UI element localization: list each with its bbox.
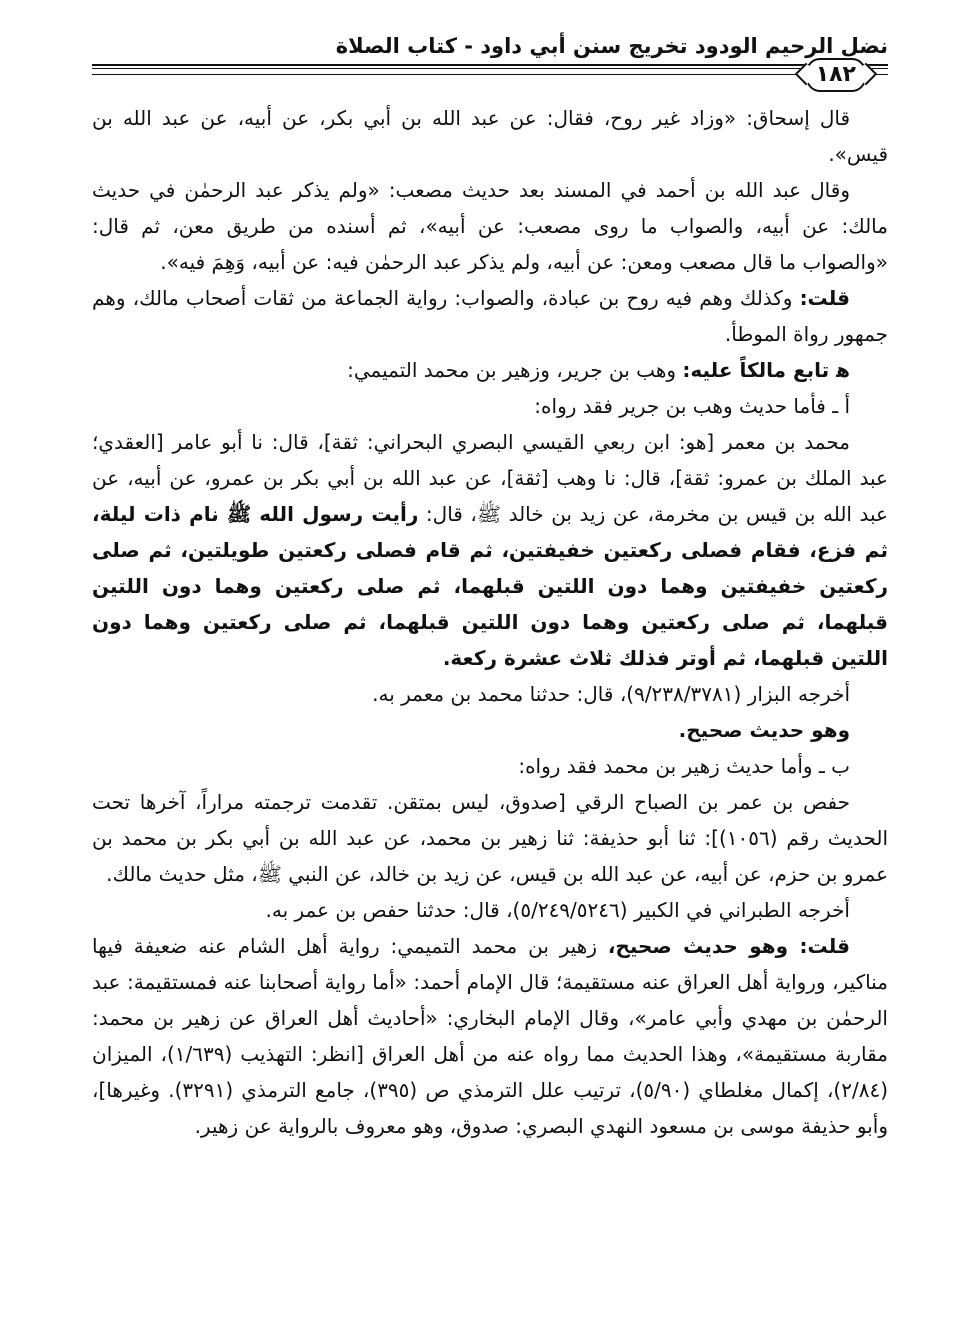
label: قلت:	[799, 286, 850, 310]
label: ﻫ تابع مالكاً عليه:	[682, 358, 850, 382]
text: وكذلك وهم فيه روح بن عبادة، والصواب: رواية الجماعة من ثقات أصحاب مالك، وهم جمهور رواة الموطأ.	[92, 286, 888, 346]
label: قلت: وهو حديث صحيح،	[607, 934, 850, 958]
hadith-text: رأيت رسول الله ﷺ نام ذات ليلة، ثم فزع، فقام فصلى ركعتين خفيفتين، ثم قام فصلى ركعتين طويلتين، ثم صلى ركعتين خفيفتين وهما دون اللتين قبلهما، ثم صلى ركعتين وهما دون اللتين قبلهما، ثم صلى ركعتين وهما دون اللتين قبلهما، ثم صلى ركعتين وهما دون اللتين قبلهما، ثم أوتر فذلك ثلاث عشرة ركعة.	[92, 502, 888, 670]
paragraph: ب ـ وأما حديث زهير بن محمد فقد رواه:	[518, 754, 850, 778]
running-header	[92, 30, 888, 96]
paragraph	[92, 352, 888, 388]
paragraph: أخرجه البزار (٩/٢٣٨/٣٧٨١)، قال: حدثنا محمد بن معمر به.	[372, 682, 850, 706]
text: وهب بن جرير، وزهير بن محمد التميمي:	[347, 358, 683, 382]
paragraph: أخرجه الطبراني في الكبير (٥/٢٤٩/٥٢٤٦)، قال: حدثنا حفص بن عمر به.	[265, 898, 850, 922]
page-number: ١٨٢	[806, 58, 866, 92]
text: محمد بن معمر [هو: ابن ربعي القيسي البصري البحراني: ثقة]، قال: نا أبو عامر [العقدي؛ عبد الملك بن عمرو: ثقة]، قال: نا وهب [ثقة]، عن عبد الله بن أبي بكر بن عمرو، عن أبيه، عن عبد الله بن قيس بن مخرمة، عن زيد بن خالد ﷺ، قال:	[92, 430, 888, 526]
paragraph: قال إسحاق: «وزاد غير روح، فقال: عن عبد الله بن أبي بكر، عن أبيه، عن عبد الله بن قيس».	[92, 106, 888, 166]
text: زهير بن محمد التميمي: رواية أهل الشام عنه ضعيفة فيها مناكير، ورواية أهل العراق عنه مستقيمة؛ قال الإمام أحمد: «أما رواية أصحابنا عنه فمستقيمة: عبد الرحمٰن بن مهدي وأبي عامر»، وقال الإمام البخاري: «أحاديث أهل العراق عن زهير بن محمد: مقاربة مستقيمة»، وهذا الحديث مما رواه عنه من أهل العراق [انظر: التهذيب (١/٦٣٩)، الميزان (٢/٨٤)، إكمال مغلطاي (٥/٩٠)، ترتيب علل الترمذي ص (٣٩٥)، جامع الترمذي (٣٢٩١). وغيرها]، وأبو حذيفة موسى بن مسعود النهدي البصري: صدوق، وهو معروف بالرواية عن زهير.	[92, 934, 888, 1138]
paragraph: حفص بن عمر بن الصباح الرقي [صدوق، ليس بمتقن. تقدمت ترجمته مراراً، آخرها تحت الحديث رقم (١٠٥٦)]: ثنا أبو حذيفة: ثنا زهير بن محمد، عن عبد الله بن أبي بكر بن محمد بن عمرو بن حزم، عن أبيه، عن عبد الله بن قيس، عن زيد بن خالد، عن النبي ﷺ، مثل حديث مالك.	[92, 790, 889, 886]
header-rule	[92, 68, 888, 69]
page-body	[92, 100, 888, 1144]
header-rule	[92, 64, 888, 66]
header-title: نضل الرحيم الودود تخريج سنن أبي داود - كتاب الصلاة	[335, 34, 888, 58]
header-rule	[92, 74, 888, 75]
paragraph	[92, 280, 888, 352]
paragraph	[92, 928, 888, 1144]
paragraph: وهو حديث صحيح.	[678, 718, 850, 742]
paragraph: وقال عبد الله بن أحمد في المسند بعد حديث مصعب: «ولم يذكر عبد الرحمٰن في حديث مالك: عن أبيه، والصواب ما روى مصعب: عن أبيه»، ثم أسنده من طريق معن، ثم قال: «والصواب ما قال مصعب ومعن: عن أبيه، ولم يذكر عبد الرحمٰن فيه: عن أبيه، وَهِمَ فيه».	[92, 178, 888, 274]
paragraph	[92, 424, 888, 676]
paragraph: أ ـ فأما حديث وهب بن جرير فقد رواه:	[534, 394, 850, 418]
